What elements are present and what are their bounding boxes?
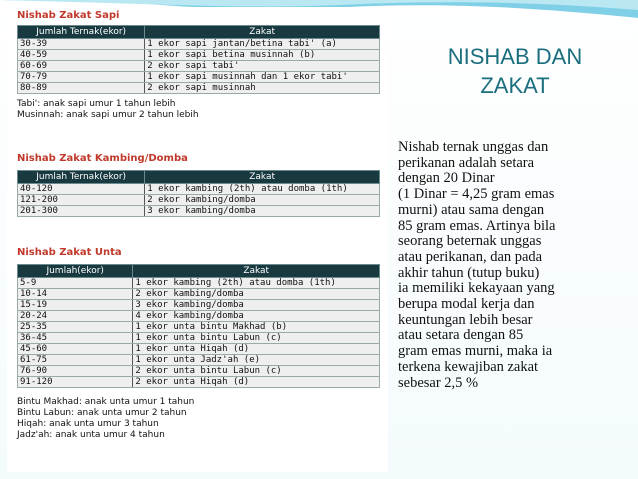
kambing-cell-zakat: 1 ekor kambing (2th) atau domba (1th) [145,184,380,195]
unta-cell-range: 5-9 [18,278,133,289]
unta-cell-zakat: 3 ekor kambing/domba [133,300,380,311]
table-row [18,333,380,344]
table-row [18,61,380,72]
body-line: perikanan adalah setara [398,154,535,171]
table-row [18,278,380,289]
body-line: Nishab ternak unggas dan [398,139,549,155]
table-row [18,366,380,377]
unta-header-zakat: Zakat [133,265,380,278]
body-line: seorang beternak unggas [398,233,542,250]
kambing-cell-zakat: 2 ekor kambing/domba [145,195,380,206]
unta-cell-zakat: 4 ekor kambing/domba [133,311,380,322]
unta-note-bintu-labun: Bintu Labun: anak unta umur 2 tahun [17,408,187,418]
kambing-cell-range: 201-300 [18,206,145,217]
sapi-cell-zakat: 2 ekor sapi tabi' [145,61,380,72]
sapi-cell-zakat: 1 ekor sapi jantan/betina tabi' (a) [145,39,380,50]
table-row [18,300,380,311]
table-row [18,311,380,322]
unta-cell-range: 36-45 [18,333,133,344]
table-row [18,344,380,355]
kambing-section [17,153,380,217]
table-row [18,50,380,61]
table-row [18,72,380,83]
kambing-table [17,170,380,217]
sapi-table [17,25,380,94]
unta-cell-zakat: 1 ekor kambing (2th) atau domba (1th) [133,278,380,289]
unta-cell-range: 91-120 [18,377,133,388]
unta-note-jadzah: Jadz'ah: anak unta umur 4 tahun [17,430,165,440]
unta-cell-range: 76-90 [18,366,133,377]
unta-cell-zakat: 1 ekor unta bintu Makhad (b) [133,322,380,333]
kambing-header-zakat: Zakat [145,171,380,184]
kambing-cell-zakat: 3 ekor kambing/domba [145,206,380,217]
sapi-cell-range: 70-79 [18,72,145,83]
body-line: akhir tahun (tutup buku) [398,264,540,281]
slide-title [405,42,625,100]
sapi-note-tabi: Tabi': anak sapi umur 1 tahun lebih [17,99,176,109]
body-line: gram emas murni, maka ia [398,343,553,360]
sapi-header-zakat: Zakat [145,26,380,39]
kambing-cell-range: 40-120 [18,184,145,195]
sapi-title: Nishab Zakat Sapi [17,10,120,21]
sapi-cell-range: 40-59 [18,50,145,61]
table-row [18,184,380,195]
slide-body-text [398,140,623,391]
unta-cell-zakat: 1 ekor unta Jadz'ah (e) [133,355,380,366]
unta-cell-range: 15-19 [18,300,133,311]
table-row [18,355,380,366]
kambing-title: Nishab Zakat Kambing/Domba [17,153,188,164]
unta-cell-range: 61-75 [18,355,133,366]
unta-cell-zakat: 2 ekor kambing/domba [133,289,380,300]
sapi-note-musinnah: Musinnah: anak sapi umur 2 tahun lebih [17,110,199,120]
kambing-cell-range: 121-200 [18,195,145,206]
body-line: ia memiliki kekayaan yang [398,280,555,297]
unta-table [17,264,380,388]
body-line: dengan 20 Dinar [398,170,495,187]
unta-cell-zakat: 1 ekor unta bintu Labun (c) [133,333,380,344]
body-line: atau perikanan, dan pada [398,248,543,265]
unta-cell-range: 45-60 [18,344,133,355]
sapi-header-jumlah: Jumlah Ternak(ekor) [18,26,145,39]
sapi-section [17,10,380,121]
zakat-tables-image [7,7,388,472]
sapi-cell-range: 60-69 [18,61,145,72]
unta-cell-range: 25-35 [18,322,133,333]
unta-note-bintu-makhad: Bintu Makhad: anak unta umur 1 tahun [17,397,195,407]
sapi-cell-range: 80-89 [18,83,145,94]
body-line: berupa modal kerja dan [398,296,535,313]
body-line: murni) atau sama dengan [398,201,545,218]
unta-note-hiqah: Hiqah: anak unta umur 3 tahun [17,419,159,429]
slide-title-line: NISHAB DAN [447,44,583,69]
body-line: keuntungan lebih besar [398,311,533,328]
table-row [18,289,380,300]
sapi-header-row [18,26,380,39]
table-row [18,206,380,217]
sapi-cell-zakat: 1 ekor sapi betina musinnah (b) [145,50,380,61]
body-line: (1 Dinar = 4,25 gram emas [398,186,555,203]
unta-cell-range: 10-14 [18,289,133,300]
kambing-header-row [18,171,380,184]
sapi-cell-range: 30-39 [18,39,145,50]
table-row [18,322,380,333]
body-line: atau setara dengan 85 [398,327,524,344]
unta-cell-zakat: 2 ekor unta Hiqah (d) [133,377,380,388]
unta-header-jumlah: Jumlah(ekor) [18,265,133,278]
unta-cell-zakat: 2 ekor unta bintu Labun (c) [133,366,380,377]
sapi-cell-zakat: 2 ekor sapi musinnah [145,83,380,94]
kambing-header-jumlah: Jumlah Ternak(ekor) [18,171,145,184]
table-row [18,195,380,206]
unta-cell-range: 20-24 [18,311,133,322]
unta-header-row [18,265,380,278]
unta-cell-zakat: 1 ekor unta Hiqah (d) [133,344,380,355]
body-line: 85 gram emas. Artinya bila [398,217,556,234]
slide-title-line: ZAKAT [480,73,550,98]
unta-title: Nishab Zakat Unta [17,247,122,258]
table-row [18,377,380,388]
body-line: terkena kewajiban zakat [398,358,539,375]
table-row [18,83,380,94]
unta-section [17,247,380,441]
sapi-cell-zakat: 1 ekor sapi musinnah dan 1 ekor tabi' [145,72,380,83]
table-row [18,39,380,50]
body-line: sebesar 2,5 % [398,374,479,391]
